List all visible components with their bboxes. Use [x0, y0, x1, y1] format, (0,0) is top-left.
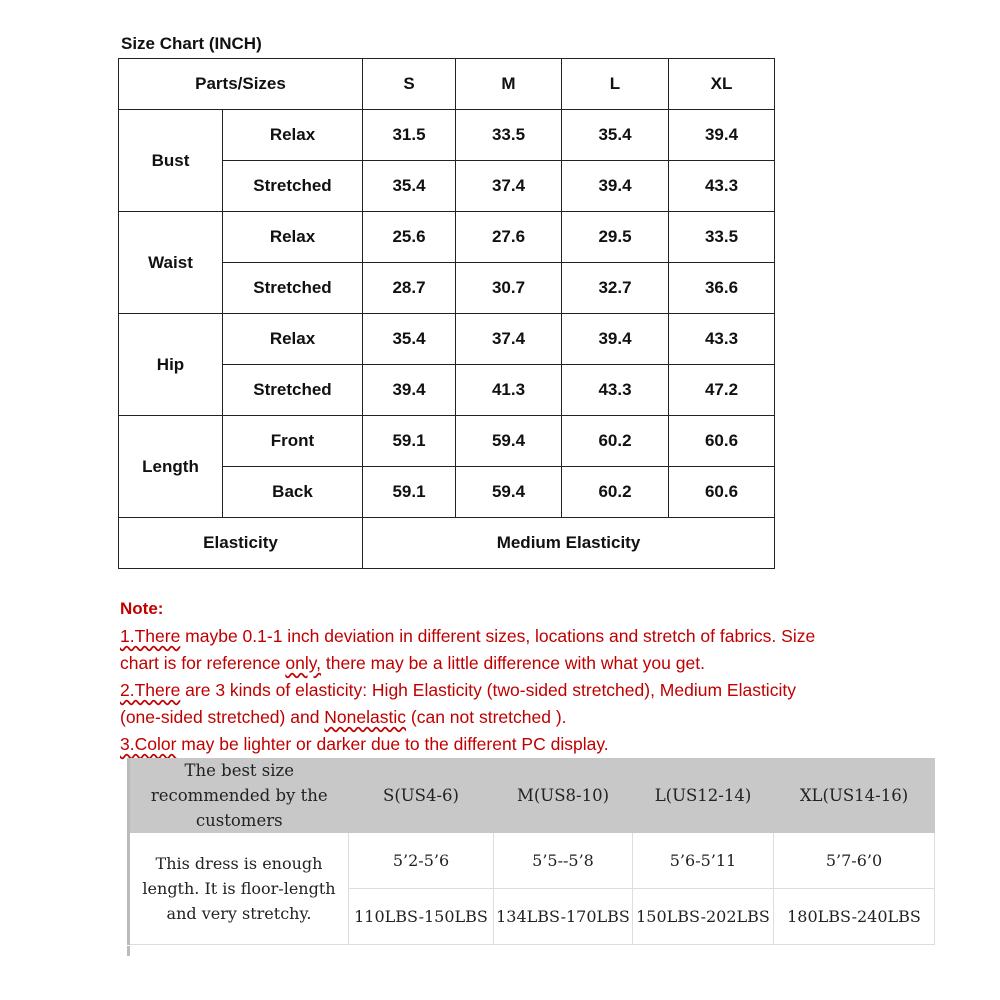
note-text: (one-sided stretched) and	[120, 707, 325, 727]
height-value: 5’7-6’0	[774, 833, 935, 889]
table-row	[119, 416, 775, 467]
size-header-xl: XL	[669, 59, 775, 110]
recommendation-header-row	[129, 758, 935, 833]
table-row	[119, 110, 775, 161]
cell-value: 60.6	[669, 416, 775, 467]
size-header-l: L	[562, 59, 669, 110]
cell-value: 39.4	[363, 365, 456, 416]
size-header-row	[119, 59, 775, 110]
cell-value: 43.3	[562, 365, 669, 416]
note-text: maybe 0.1-1 inch deviation in different sizes, locations and stretch of fabrics. Size	[180, 626, 816, 646]
cell-value: 59.1	[363, 416, 456, 467]
group-label-waist: Waist	[119, 212, 223, 314]
chart-title: Size Chart (INCH)	[121, 34, 262, 53]
row-label: Relax	[223, 212, 363, 263]
note-heading: Note:	[120, 599, 164, 618]
note-text: chart is for reference	[120, 653, 286, 673]
cell-value: 30.7	[456, 263, 562, 314]
note-text: are 3 kinds of elasticity: High Elasticity (two-sided stretched), Medium Elasticity	[180, 680, 796, 700]
note-line-5	[120, 734, 609, 755]
height-value: 5’6-5’11	[633, 833, 774, 889]
cell-value: 41.3	[456, 365, 562, 416]
note-text: may be lighter or darker due to the different PC display.	[176, 734, 609, 754]
size-header-m: M	[456, 59, 562, 110]
recommendation-table-footer	[127, 946, 936, 956]
cell-value: 37.4	[456, 161, 562, 212]
note-number: 2.There	[120, 680, 181, 700]
row-label: Stretched	[223, 263, 363, 314]
height-value: 5’5--5’8	[494, 833, 633, 889]
rec-size-l: L(US12-14)	[633, 758, 774, 833]
note-number: 1.There	[120, 626, 181, 646]
cell-value: 59.1	[363, 467, 456, 518]
cell-value: 27.6	[456, 212, 562, 263]
cell-value: 37.4	[456, 314, 562, 365]
weight-value: 134LBS-170LBS	[494, 889, 633, 945]
weight-value: 110LBS-150LBS	[349, 889, 494, 945]
cell-value: 60.2	[562, 467, 669, 518]
cell-value: 60.2	[562, 416, 669, 467]
rec-size-s: S(US4-6)	[349, 758, 494, 833]
row-label: Front	[223, 416, 363, 467]
group-label-length: Length	[119, 416, 223, 518]
cell-value: 59.4	[456, 416, 562, 467]
note-text: Nonelastic	[324, 707, 407, 727]
cell-value: 39.4	[562, 314, 669, 365]
dress-description: This dress is enough length. It is floor-length and very stretchy.	[129, 833, 349, 945]
note-text: there may be a little difference with what you get.	[321, 653, 705, 673]
row-label: Stretched	[223, 365, 363, 416]
cell-value: 59.4	[456, 467, 562, 518]
cell-value: 35.4	[562, 110, 669, 161]
row-label: Relax	[223, 314, 363, 365]
weight-value: 150LBS-202LBS	[633, 889, 774, 945]
recommendation-table	[127, 758, 935, 945]
row-label: Back	[223, 467, 363, 518]
note-number: 3.Color	[120, 734, 177, 754]
cell-value: 43.3	[669, 314, 775, 365]
rec-size-xl: XL(US14-16)	[774, 758, 935, 833]
cell-value: 28.7	[363, 263, 456, 314]
table-row	[119, 212, 775, 263]
height-row	[129, 833, 935, 889]
size-chart-table	[118, 58, 775, 569]
cell-value: 29.5	[562, 212, 669, 263]
group-label-hip: Hip	[119, 314, 223, 416]
note-line-4	[120, 707, 567, 728]
note-line-2	[120, 653, 705, 674]
cell-value: 47.2	[669, 365, 775, 416]
size-header-s: S	[363, 59, 456, 110]
cell-value: 35.4	[363, 161, 456, 212]
table-row	[119, 314, 775, 365]
cell-value: 36.6	[669, 263, 775, 314]
group-label-bust: Bust	[119, 110, 223, 212]
elasticity-row	[119, 518, 775, 569]
height-value: 5’2-5’6	[349, 833, 494, 889]
note-text: (can not stretched ).	[406, 707, 567, 727]
row-label: Stretched	[223, 161, 363, 212]
cell-value: 32.7	[562, 263, 669, 314]
cell-value: 33.5	[456, 110, 562, 161]
weight-value: 180LBS-240LBS	[774, 889, 935, 945]
recommendation-header: The best size recommended by the customers	[129, 758, 349, 833]
rec-size-m: M(US8-10)	[494, 758, 633, 833]
cell-value: 35.4	[363, 314, 456, 365]
parts-sizes-header: Parts/Sizes	[119, 59, 363, 110]
cell-value: 60.6	[669, 467, 775, 518]
note-line-1	[120, 626, 815, 647]
elasticity-value: Medium Elasticity	[363, 518, 775, 569]
cell-value: 43.3	[669, 161, 775, 212]
note-line-3	[120, 680, 796, 701]
cell-value: 33.5	[669, 212, 775, 263]
row-label: Relax	[223, 110, 363, 161]
cell-value: 31.5	[363, 110, 456, 161]
note-text: only,	[285, 653, 322, 673]
cell-value: 39.4	[562, 161, 669, 212]
elasticity-label: Elasticity	[119, 518, 363, 569]
cell-value: 25.6	[363, 212, 456, 263]
cell-value: 39.4	[669, 110, 775, 161]
